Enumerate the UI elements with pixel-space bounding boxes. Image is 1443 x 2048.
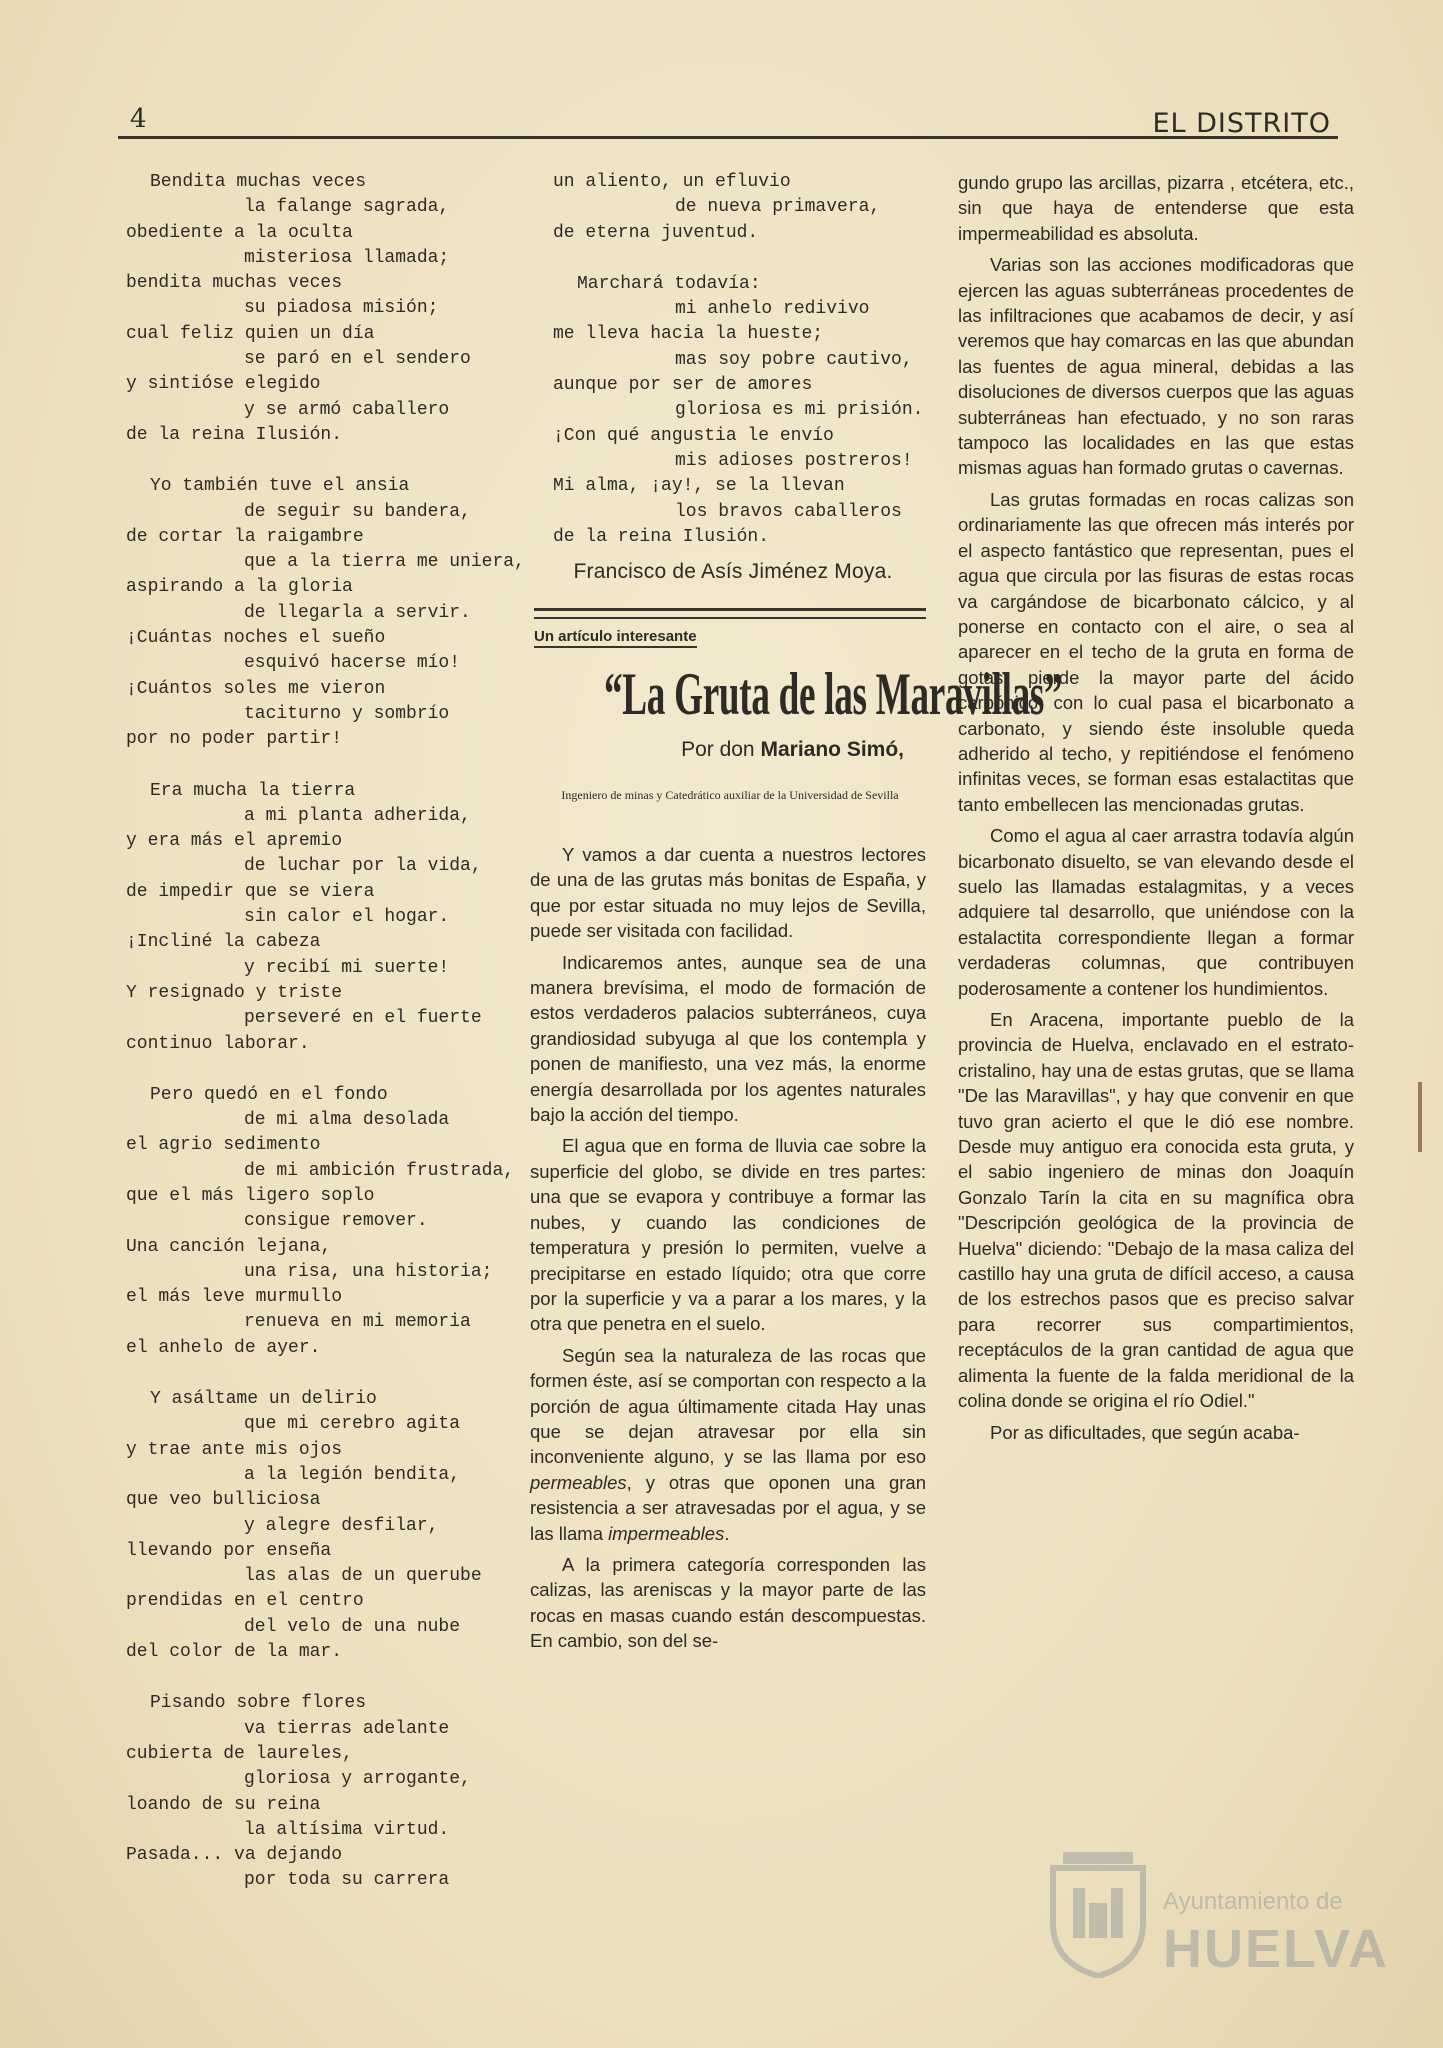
poem-line: consigue remover. (244, 1211, 428, 1232)
poem-line: de mi ambición frustrada, (244, 1160, 515, 1181)
poem-line: me lleva hacia la hueste; (553, 324, 824, 345)
poem-line: aunque por ser de amores (553, 375, 813, 396)
article-paragraph: Las grutas formadas en rocas calizas son ordinariamente las que ofrecen más interés por el aspecto fantástico que representan, pues el agua que circula por las fisuras de estas rocas va cargándose de bicarbonato cálcico, y al ponerse en contacto con el aire, o sea al aparecer en el techo de la gruta en forma de gotas, pierde la mayor parte del ácido carbónico, con lo cual pasa el bicarbonato a carbonato, y siendo éste insoluble queda adherido al techo, y repitiéndose el fenómeno infinitas veces, se forman esas estalactitas que tanto embellecen las mencionadas grutas. (958, 488, 1354, 815)
poem-line: del velo de una nube (244, 1616, 461, 1637)
poem-line: se paró en el sendero (244, 349, 471, 370)
poem-stanza (553, 170, 923, 246)
poem-line: cubierta de laureles, (126, 1743, 353, 1764)
article-paragraph: El agua que en forma de lluvia cae sobre la superficie del globo, se divide en tres partes: una que se evapora y contribuye a formar las nubes, y cuando las condiciones de temperatura y presión lo permiten, vuelve a precipitarse en estado líquido; otra que corre por la superficie y va a parar a los mares, y la otra que penetra en el suelo. (530, 1135, 926, 1335)
poem-line: el anhelo de ayer. (126, 1337, 321, 1358)
poem-line: que mi cerebro agita (244, 1414, 461, 1435)
poem-line: su piadosa misión; (244, 298, 439, 319)
poem-line: Pasada... va dejando (126, 1845, 343, 1866)
article-paragraph: Indicaremos antes, aunque sea de una manera brevísima, el modo de formación de estos verdaderos palacios subterráneos, cuya grandiosidad subyuga al que los contempla y ponen de manifiesto, una vez más, la enorme energía desarrollada por los agentes naturales bajo la acción del tiempo. (530, 951, 926, 1126)
poem-line: de eterna juventud. (553, 222, 759, 243)
poem-line: obediente a la oculta (126, 222, 353, 243)
poem-line: prendidas en el centro (126, 1591, 364, 1612)
poem-stanza (126, 779, 506, 1057)
poem-stanza (553, 272, 923, 550)
poem-line: misteriosa llamada; (244, 247, 450, 268)
poem-line: el más leve murmullo (126, 1287, 343, 1308)
poem-line: y se armó caballero (244, 399, 450, 420)
article-title: “La Gruta de las Maravillas” (604, 661, 1063, 727)
poem-line: de luchar por la vida, (244, 856, 482, 877)
emphasis-term: impermeables (608, 1522, 725, 1544)
poem-line: de mi alma desolada (244, 1110, 450, 1131)
poem-line: del color de la mar. (126, 1642, 343, 1663)
header-rule (118, 136, 1338, 139)
poem-line: renueva en mi memoria (244, 1312, 471, 1333)
poem-line: y trae ante mis ojos (126, 1439, 343, 1460)
article-column-2 (530, 842, 926, 1660)
poem-line: Pero quedó en el fondo (150, 1084, 388, 1105)
poem-column-1 (126, 170, 525, 1920)
poem-line: de cortar la raigambre (126, 526, 364, 547)
emphasis-term: permeables (530, 1471, 627, 1493)
poem-line: la falange sagrada, (244, 197, 450, 218)
poem-line: a mi planta adherida, (244, 805, 471, 826)
poem-line: y era más el apremio (126, 831, 343, 852)
section-divider (534, 608, 926, 619)
poem-line: Y asáltame un delirio (150, 1389, 377, 1410)
coat-of-arms-icon (1043, 1848, 1153, 1978)
article-paragraph: Como el agua al caer arrastra todavía algún bicarbonato disuelto, se van elevando desde el suelo las llamadas estalagmitas, y a veces adquiere tal desarrollo, que uniéndose con la estalactita correspondiente llegan a formar verdaderas columnas, que contribuyen poderosamente a contener los hundimientos. (958, 825, 1354, 999)
poem-line: ¡Con qué angustia le envío (553, 425, 834, 446)
article-column-3 (958, 170, 1354, 1451)
article-paragraph: Según sea la naturaleza de las rocas que formen éste, así se comportan con respecto a la porción de agua últimamente citada Hay unas que se dejan atravesar por ella sin inconveniente alguno, y se las llama por eso permeables, y otras que oponen una gran resistencia a ser atravesadas por el agua, y se las llama impermeables. (530, 1344, 926, 1544)
poem-line: cual feliz quien un día (126, 323, 375, 344)
poem-line: los bravos caballeros (675, 501, 902, 522)
poem-stanza (126, 1387, 506, 1665)
poem-line: una risa, una historia; (244, 1261, 493, 1282)
poem-line: por no poder partir! (126, 729, 343, 750)
poem-line: que veo bulliciosa (126, 1490, 321, 1511)
byline-author: Mariano Simó, (760, 738, 904, 761)
poem-line: de impedir que se viera (126, 881, 375, 902)
poem-line: y sintióse elegido (126, 374, 321, 395)
poem-line: de la reina Ilusión. (126, 424, 343, 445)
watermark-line-2: HUELVA (1163, 1919, 1389, 1979)
poem-line: de la reina Ilusión. (553, 526, 770, 547)
poem-line: aspirando a la gloria (126, 577, 353, 598)
page-edge-mark (1418, 1082, 1422, 1152)
poem-line: un aliento, un efluvio (553, 172, 791, 192)
poem-line: mas soy pobre cautivo, (675, 349, 913, 370)
article-paragraph: Varias son las acciones modificadoras que ejercen las aguas subterráneas procedentes de las infiltraciones que acabamos de decir, y así veremos que hay comarcas en las que abundan las fuentes de agua mineral, debidas a las disoluciones de diversos cuerpos que las aguas subterráneas han efectuado, y no son raras tampoco las localidades en las que estas mismas aguas han formado grutas o cavernas. (958, 254, 1354, 479)
page-number: 4 (130, 104, 147, 134)
poem-line: de seguir su bandera, (244, 501, 471, 522)
poem-line: taciturno y sombrío (244, 703, 450, 724)
poem-stanza (126, 1691, 506, 1893)
poem-line: esquivó hacerse mío! (244, 653, 461, 674)
poem-author: Francisco de Asís Jiménez Moya. (573, 560, 893, 583)
article-paragraph: gundo grupo las arcillas, pizarra , etcétera, etc., sin que haya de entenderse que esta impermeabilidad es absoluta. (958, 172, 1354, 244)
poem-line: Era mucha la tierra (150, 780, 356, 801)
article-paragraph: Por as dificultades, que según acaba- (990, 1421, 1300, 1443)
poem-line: por toda su carrera (244, 1870, 450, 1891)
byline-affiliation: Ingeniero de minas y Catedrático auxiliar de la Universidad de Sevilla (561, 788, 899, 802)
poem-line: la altísima virtud. (244, 1819, 450, 1840)
poem-line: Marchará todavía: (577, 273, 761, 294)
poem-line: ¡Cuántos soles me vieron (126, 678, 386, 699)
poem-line: ¡Cuántas noches el sueño (126, 628, 386, 649)
archive-watermark (1043, 1838, 1389, 1988)
byline-prefix: Por don (681, 738, 755, 761)
poem-stanza (126, 170, 506, 448)
poem-line: Una canción lejana, (126, 1236, 332, 1257)
poem-line: va tierras adelante (244, 1718, 450, 1739)
poem-stanza (126, 1083, 515, 1361)
article-paragraph: A la primera categoría corresponden las calizas, las areniscas y la mayor parte de las rocas en masas cuando están descompuestas. En cambio, son del se- (530, 1553, 926, 1652)
poem-line: Yo también tuve el ansia (150, 476, 410, 497)
poem-line: Pisando sobre flores (150, 1693, 367, 1714)
watermark-line-1: Ayuntamiento de (1163, 1888, 1343, 1915)
poem-line: el agrio sedimento (126, 1135, 321, 1156)
article-byline (534, 738, 904, 762)
newspaper-name: EL DISTRITO (1152, 108, 1331, 139)
article-paragraph: En Aracena, importante pueblo de la provincia de Huelva, enclavado en el estrato-cristalino, hay una de estas grutas, que se llama "De las Maravillas", y hay que convenir en que tuvo gran acierto el que le dió ese nombre. Desde muy antiguo era conocida esta gruta, y el sabio ingeniero de minas don Joaquín Gonzalo Tarín la cita en su magnífica obra "Descripción geológica de la provincia de Huelva" diciendo: "Debajo de la masa caliza del castillo hay una gruta de difícil acceso, a causa de los estrechos pasos que es preciso salvar para recorrer sus compartimientos, receptáculos de la gran cantidad de agua que alimenta la fuente de la falda meridional de la colina donde se origina el río Odiel." (958, 1009, 1354, 1412)
poem-stanza (126, 474, 525, 752)
poem-line: mi anhelo redivivo (675, 299, 870, 320)
poem-line: ¡Incliné la cabeza (126, 932, 321, 953)
poem-column-2 (553, 170, 923, 576)
poem-line: las alas de un querube (244, 1566, 482, 1587)
poem-line: de llegarla a servir. (244, 602, 471, 623)
poem-line: Y resignado y triste (126, 982, 343, 1003)
poem-line: de nueva primavera, (675, 197, 881, 218)
poem-line: que el más ligero soplo (126, 1185, 375, 1206)
section-label: Un artículo interesante (534, 628, 697, 648)
article-paragraph: Y vamos a dar cuenta a nuestros lectores de una de las grutas más bonitas de España, y que por estar situada no muy lejos de Sevilla, puede ser visitada con facilidad. (530, 844, 926, 942)
poem-line: a la legión bendita, (244, 1464, 461, 1485)
poem-line: loando de su reina (126, 1794, 321, 1815)
poem-line: y alegre desfilar, (244, 1515, 439, 1536)
poem-line: bendita muchas veces (126, 273, 343, 294)
poem-line: sin calor el hogar. (244, 907, 450, 928)
poem-line: continuo laborar. (126, 1033, 310, 1054)
poem-line: gloriosa y arrogante, (244, 1769, 471, 1790)
poem-line: que a la tierra me uniera, (244, 552, 525, 573)
poem-line: y recibí mi suerte! (244, 957, 450, 978)
poem-line: mis adioses postreros! (675, 450, 913, 471)
poem-line: perseveré en el fuerte (244, 1008, 482, 1029)
poem-line: gloriosa es mi prisión. (675, 400, 924, 421)
poem-line: llevando por enseña (126, 1540, 332, 1561)
poem-line: Mi alma, ¡ay!, se la llevan (553, 476, 845, 497)
poem-line: Bendita muchas veces (150, 172, 367, 192)
